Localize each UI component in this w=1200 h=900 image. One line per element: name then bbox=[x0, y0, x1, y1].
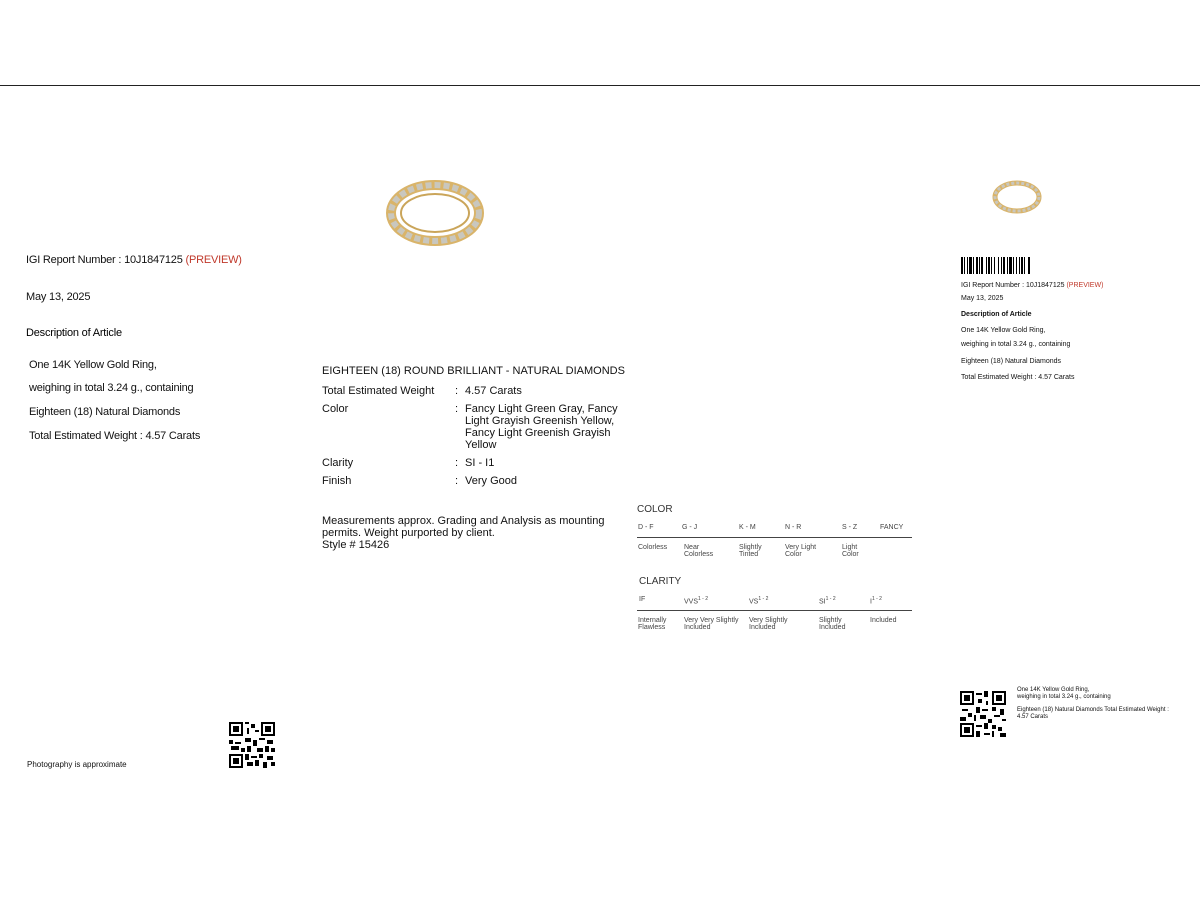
report-date: May 13, 2025 bbox=[26, 291, 91, 303]
stub-preview-tag: (PREVIEW) bbox=[1066, 282, 1104, 289]
stub-qr-code-icon bbox=[960, 691, 1006, 737]
barcode-bar bbox=[1028, 257, 1030, 274]
barcode-bar bbox=[1009, 257, 1012, 274]
color-desc: Very Light Color bbox=[785, 544, 817, 558]
stub-line: Eighteen (18) Natural Diamonds bbox=[961, 358, 1061, 365]
color-grade: D - F bbox=[638, 524, 654, 531]
description-line: weighing in total 3.24 g., containing bbox=[29, 382, 194, 394]
spec-key: Finish bbox=[322, 475, 352, 487]
clarity-scale-title: CLARITY bbox=[639, 576, 682, 587]
barcode-bar bbox=[976, 257, 978, 274]
color-desc: Near Colorless bbox=[684, 544, 714, 558]
clarity-desc: Slightly Included bbox=[819, 617, 846, 631]
color-grade: S - Z bbox=[842, 524, 858, 531]
barcode-bar bbox=[1003, 257, 1005, 274]
color-desc: Light Color bbox=[842, 544, 859, 558]
barcode-bar bbox=[1007, 257, 1008, 274]
stub-date: May 13, 2025 bbox=[961, 295, 1004, 302]
spec-colon: : bbox=[455, 403, 459, 415]
barcode-bar bbox=[964, 257, 965, 274]
spec-value: SI - I1 bbox=[465, 457, 495, 469]
color-desc: Colorless bbox=[638, 544, 668, 551]
barcode-bar bbox=[1001, 257, 1002, 274]
clarity-grade: VS$^{1 - 2}$ bbox=[749, 596, 769, 606]
spec-value: 4.57 Carats bbox=[465, 385, 522, 397]
description-line: Eighteen (18) Natural Diamonds bbox=[29, 406, 181, 418]
header-rule bbox=[0, 85, 1200, 86]
barcode-bar bbox=[1019, 257, 1020, 274]
description-line: Total Estimated Weight : 4.57 Carats bbox=[29, 430, 201, 442]
stub-qr-text: Eighteen (18) Natural Diamonds Total Estimated Weight : bbox=[1017, 707, 1169, 713]
spec-colon: : bbox=[455, 385, 459, 397]
barcode-bar bbox=[998, 257, 999, 274]
report-number: IGI Report Number : 10J1847125 (PREVIEW) bbox=[26, 254, 242, 266]
specs-heading: EIGHTEEN (18) ROUND BRILLIANT - NATURAL DIAMONDS bbox=[322, 365, 625, 377]
barcode-bar bbox=[1016, 257, 1017, 274]
spec-value: Very Good bbox=[465, 475, 517, 487]
description-line: One 14K Yellow Gold Ring, bbox=[29, 359, 157, 371]
barcode-bar bbox=[994, 257, 995, 274]
color-desc: Slightly Tinted bbox=[739, 544, 762, 558]
stub-qr-text: One 14K Yellow Gold Ring, bbox=[1017, 687, 1090, 693]
barcode-icon bbox=[961, 257, 1051, 274]
barcode-bar bbox=[991, 257, 992, 274]
barcode-bar bbox=[981, 257, 983, 274]
clarity-grade: SI$^{1 - 2}$ bbox=[819, 596, 836, 606]
spec-colon: : bbox=[455, 457, 459, 469]
stub-line: One 14K Yellow Gold Ring, bbox=[961, 327, 1046, 334]
color-grade: K - M bbox=[739, 524, 756, 531]
ring-photo bbox=[385, 178, 485, 248]
clarity-desc: Very Slightly Included bbox=[749, 617, 788, 631]
barcode-bar bbox=[1013, 257, 1014, 274]
spec-key: Clarity bbox=[322, 457, 354, 469]
ring-thumbnail bbox=[991, 179, 1043, 215]
color-grade: G - J bbox=[682, 524, 698, 531]
clarity-desc: Internally Flawless bbox=[638, 617, 667, 631]
style-number: Style # 15426 bbox=[322, 539, 390, 551]
clarity-desc: Very Very Slightly Included bbox=[684, 617, 739, 631]
stub-line: weighing in total 3.24 g., containing bbox=[961, 341, 1071, 348]
color-grade: N - R bbox=[785, 524, 802, 531]
clarity-grade: VVS$^{1 - 2}$ bbox=[684, 596, 709, 606]
barcode-bar bbox=[973, 257, 974, 274]
stub-line: Total Estimated Weight : 4.57 Carats bbox=[961, 374, 1075, 381]
color-grade: FANCY bbox=[880, 524, 904, 531]
barcode-bar bbox=[986, 257, 987, 274]
preview-tag: (PREVIEW) bbox=[185, 254, 242, 266]
spec-key: Color bbox=[322, 403, 349, 415]
clarity-grade: IF bbox=[639, 596, 646, 603]
clarity-grade: $I^{1 - 2}$ bbox=[870, 596, 882, 606]
clarity-scale-line bbox=[637, 610, 912, 611]
barcode-bar bbox=[967, 257, 968, 274]
stub-report-number: IGI Report Number : 10J1847125 (PREVIEW) bbox=[961, 282, 1104, 289]
spec-value: Fancy Light Green Gray, Fancy Light Grayish Greenish Yellow, Fancy Light Greenish Grayish Yellow bbox=[465, 403, 618, 451]
barcode-bar bbox=[961, 257, 963, 274]
stub-qr-text: 4.57 Carats bbox=[1017, 714, 1049, 720]
clarity-desc: Included bbox=[870, 617, 897, 624]
spec-key: Total Estimated Weight bbox=[322, 385, 435, 397]
photo-note: Photography is approximate bbox=[27, 760, 127, 769]
stub-description-heading: Description of Article bbox=[961, 311, 1032, 318]
barcode-bar bbox=[1024, 257, 1025, 274]
barcode-bar bbox=[988, 257, 990, 274]
barcode-bar bbox=[1021, 257, 1023, 274]
barcode-bar bbox=[969, 257, 972, 274]
stub-qr-text: weighing in total 3.24 g., containing bbox=[1017, 694, 1111, 700]
spec-colon: : bbox=[455, 475, 459, 487]
barcode-bar bbox=[979, 257, 980, 274]
color-scale-title: COLOR bbox=[637, 504, 673, 515]
comments: Measurements approx. Grading and Analysis as mounting permits. Weight purported by client. bbox=[322, 515, 605, 539]
description-heading: Description of Article bbox=[26, 327, 122, 339]
qr-code-icon bbox=[229, 722, 275, 768]
color-scale-line bbox=[637, 537, 912, 538]
